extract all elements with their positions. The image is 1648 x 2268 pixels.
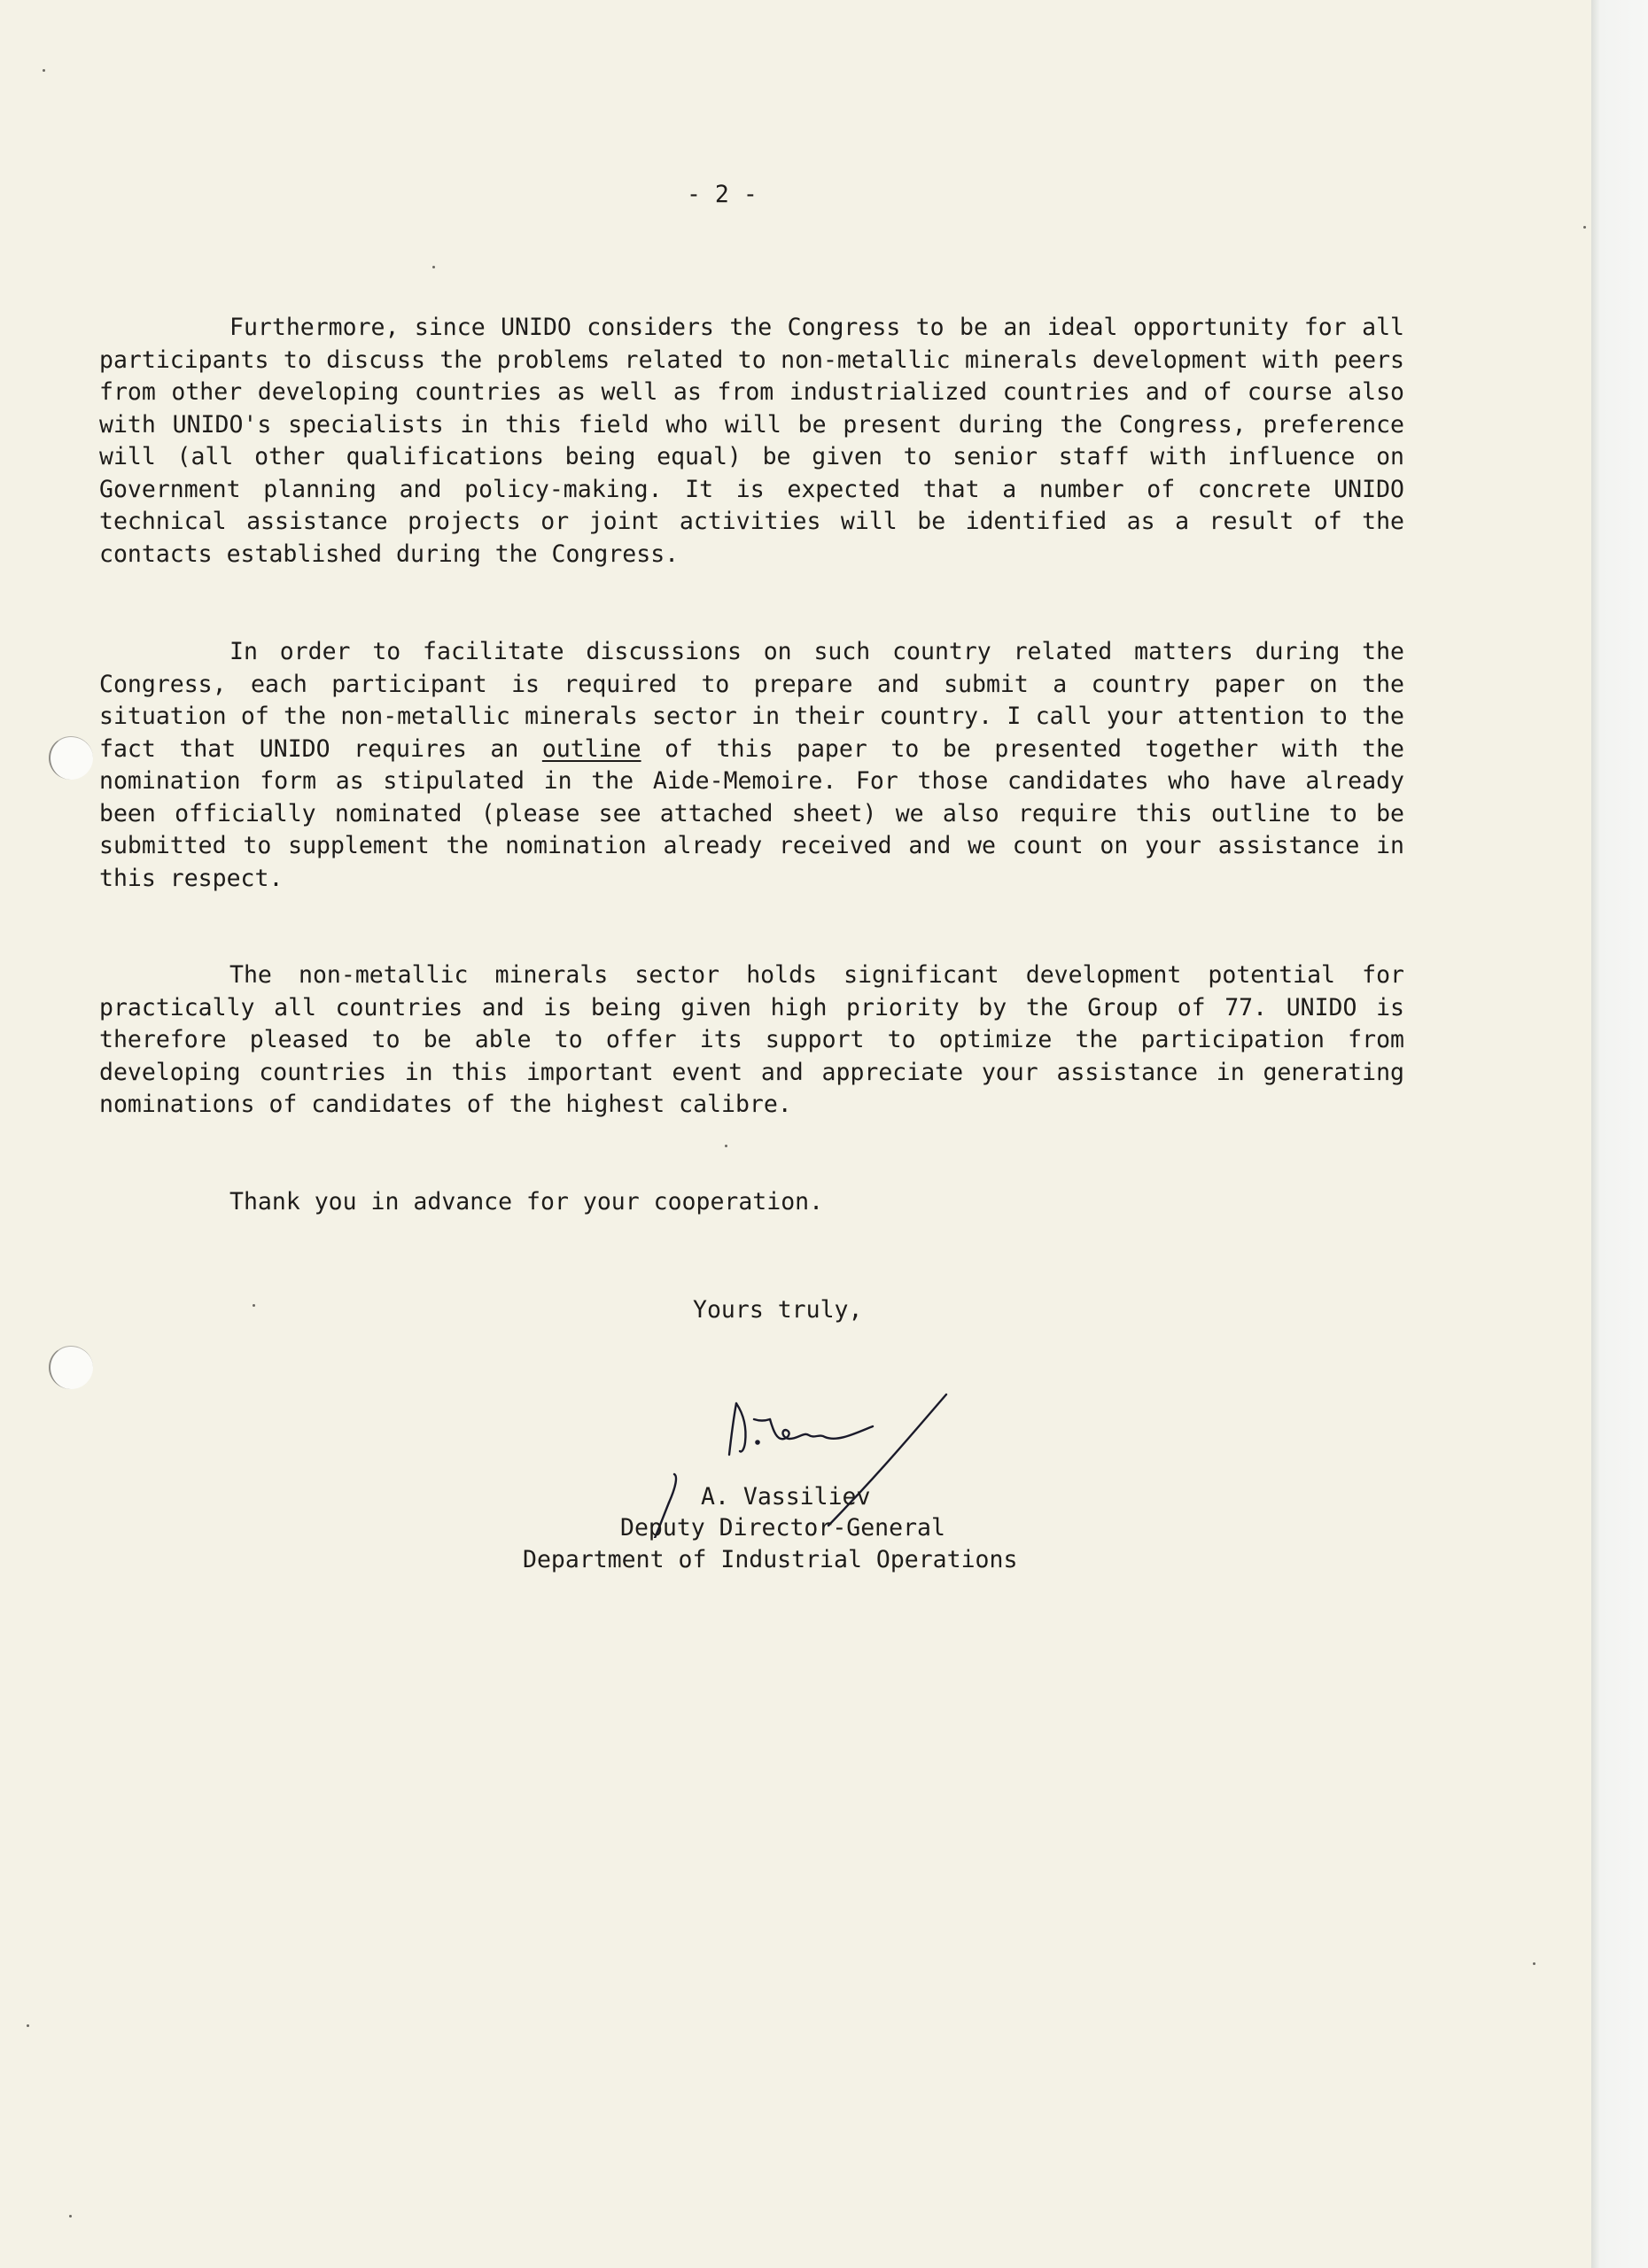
paper-speck: [432, 266, 435, 268]
paper-speck: [1583, 226, 1586, 229]
closing: Yours truly,: [693, 1296, 863, 1324]
signer-name: A. Vassiliev: [701, 1483, 871, 1511]
scan-background-edge: [1591, 0, 1648, 2268]
paper-speck: [43, 69, 45, 72]
paragraph-2: [99, 636, 1404, 895]
signer-department: Department of Industrial Operations: [523, 1546, 1018, 1573]
page-number: - 2 -: [687, 181, 758, 208]
punch-hole-upper: [49, 736, 93, 780]
paragraph-1: Furthermore, since UNIDO considers the Congress to be an ideal opportunity for all participants to discuss the problems related to non-metallic minerals development with peers from other developing countries as well as from industrialized countries and of course also with UNIDO's specialists in this field who will be present during the Congress, preference will (all other qualifications being equal) be given to senior staff with influence on Government planning and policy-making. It is expected that a number of concrete UNIDO technical assistance projects or joint activities will be identified as a result of the contacts established during the Congress.: [99, 314, 1404, 568]
paragraph-2-text-end: of this paper to be presented together with the nomination form as stipulated in the Aide-Memoire. For those candidates who have already been officially nominated (please see attached sheet) we also require this outline to be submitted to supplement the nomination already received and we count on your assistance in this respect.: [99, 734, 1404, 892]
paragraph-4: Thank you in advance for your cooperation.: [229, 1188, 824, 1216]
paragraph-2-text-start: In order to facilitate discussions on such country related matters during the Congress, each participant is required to prepare and submit a country paper on the situation of the non-metallic minerals sector in their country. I call your attention to the fact that UNIDO requires an: [99, 638, 1404, 763]
punch-hole-lower: [49, 1346, 93, 1389]
paper-speck: [69, 2215, 72, 2218]
underlined-word-outline: outline: [541, 734, 641, 763]
paper-speck: [27, 2024, 29, 2027]
signer-title: Deputy Director-General: [620, 1514, 945, 1542]
paper-speck: [1533, 1962, 1535, 1965]
paper-speck: [725, 1145, 727, 1147]
paragraph-3: The non-metallic minerals sector holds significant development potential for practically all countries and is being given high priority by the Group of 77. UNIDO is therefore pleased to be able to offer its support to optimize the participation from developing countries in this important event and appreciate your assistance in generating nominations of candidates of the highest calibre.: [99, 961, 1404, 1118]
paper-speck: [253, 1304, 255, 1307]
